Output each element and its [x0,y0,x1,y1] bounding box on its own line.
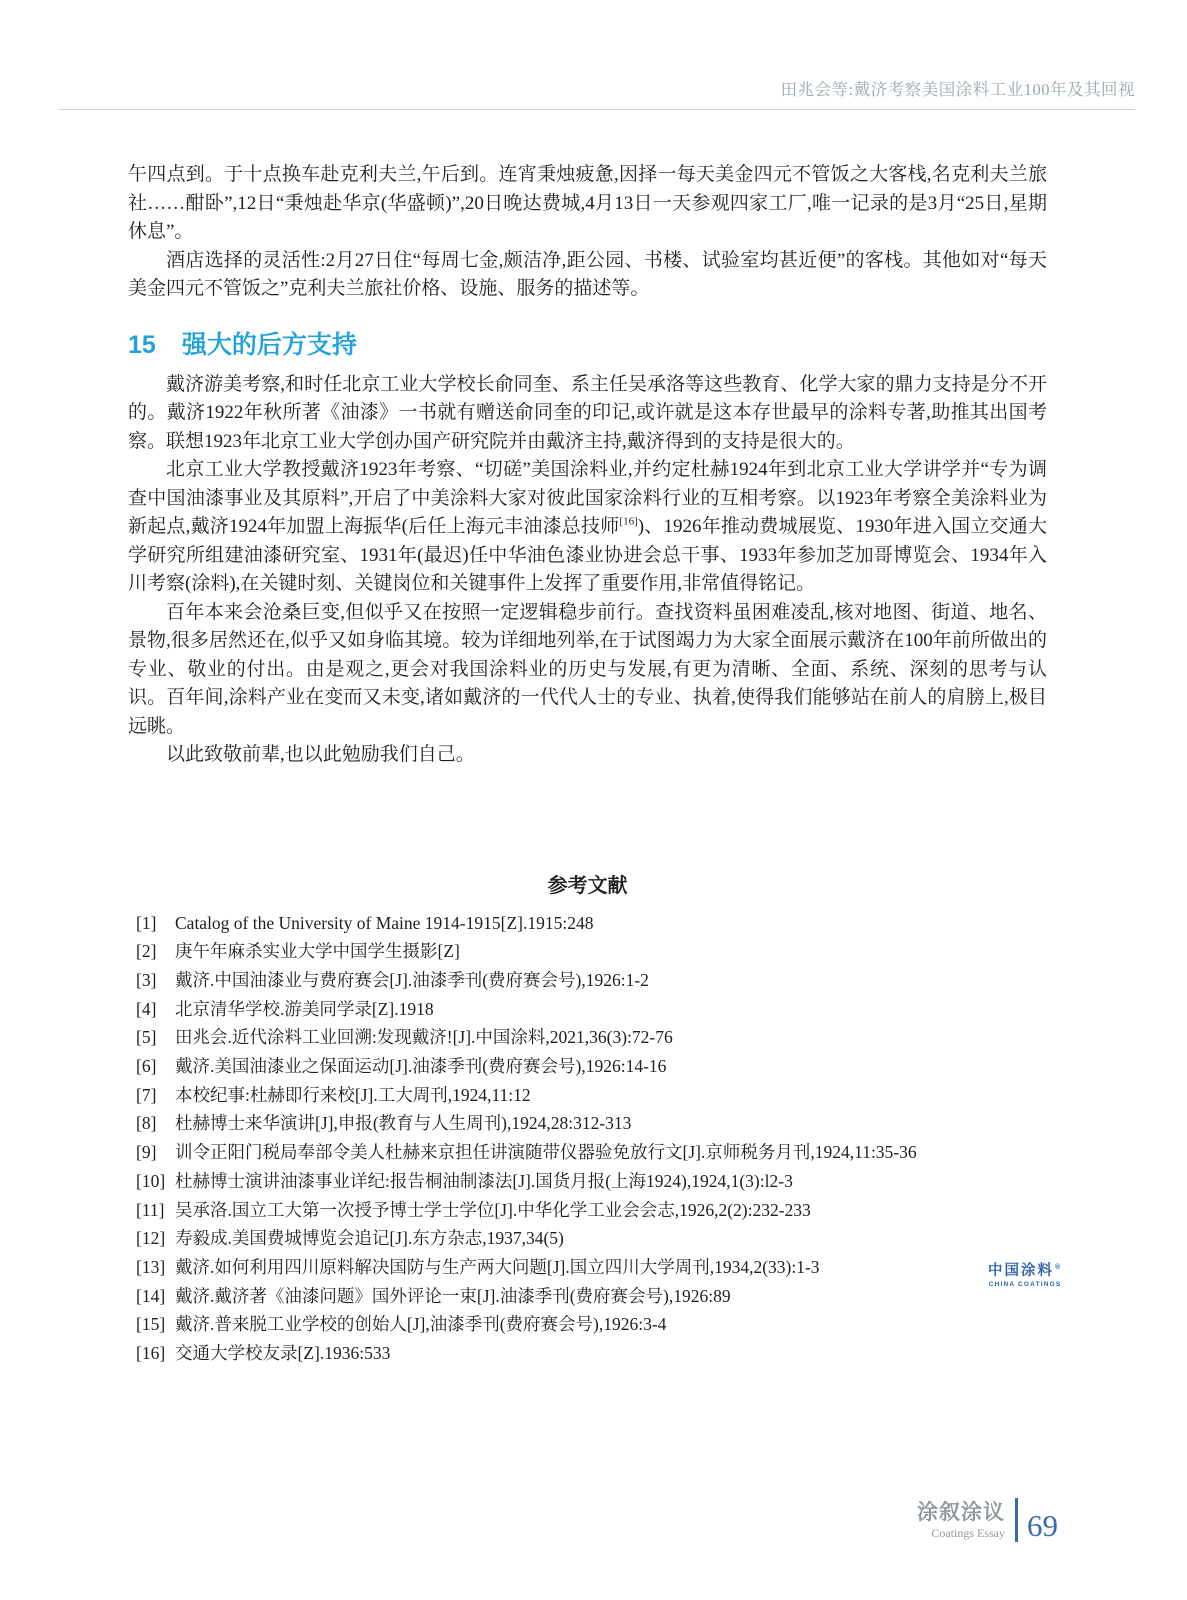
reference-item [128,1167,1047,1196]
reference-item [128,1310,1047,1339]
reference-text: 戴济.中国油漆业与费府赛会[J].油漆季刊(费府赛会号),1926:1-2 [175,969,649,990]
reference-label: [4] [136,998,157,1019]
logo-cn-label: 中国涂料 [988,1263,1054,1279]
reference-item [128,1282,1047,1311]
footer-divider [1015,1498,1018,1542]
paragraph-hotel-flexibility: 酒店选择的灵活性:2月27日住“每周七金,颇洁净,距公园、书楼、试验室均甚近便”的客栈。其他如对“每天美金四元不管饭之”克利夫兰旅社价格、设施、服务的描述等。 [128,249,1047,299]
reference-label: [16] [136,1343,166,1364]
reference-text: 本校纪事:杜赫即行来校[J].工大周刊,1924,11:12 [175,1084,531,1105]
reference-label: [9] [136,1142,157,1163]
reference-text: 训令正阳门税局奉部令美人杜赫来京担任讲演随带仪器验免放行文[J].京师税务月刊,1924,11:35-36 [175,1142,917,1163]
reference-label: [10] [136,1170,166,1191]
reference-label: [13] [136,1256,166,1277]
paragraph-exchange-part2: )、1926年推动费城展览、1930年进入国立交通大学研究所组建油漆研究室、1931年(最迟)任中华油色漆业协进会总干事、1933年参加芝加哥博览会、1934年入川考察(涂料),在关键时刻、关键岗位和关键事件上发挥了重要作用,非常值得铭记。 [128,516,1047,594]
reference-label: [1] [136,912,157,933]
references-list [128,909,1047,1368]
paragraph-exchange [128,456,1047,599]
reference-label: [6] [136,1056,157,1077]
reference-label: [7] [136,1084,157,1105]
reference-text: 北京清华学校.游美同学录[Z].1918 [175,998,434,1019]
china-coatings-logo [988,1264,1062,1288]
reference-item [128,1023,1047,1052]
section-number: 15 [128,330,156,359]
footer-brand-english: Coatings Essay [931,1526,1005,1540]
reference-text: 交通大学校友录[Z].1936:533 [175,1343,391,1364]
reference-label: [8] [136,1113,157,1134]
paragraph-tribute: 以此致敬前辈,也以此勉励我们自己。 [166,744,475,765]
registered-mark-icon: ® [1055,1264,1063,1271]
reference-label: [3] [136,969,157,990]
reference-item [128,1109,1047,1138]
reference-label: [12] [136,1228,166,1249]
article-body [128,161,1047,1368]
footer-brand [917,1502,1005,1540]
reference-text: 戴济.美国油漆业之保面运动[J].油漆季刊(费府赛会号),1926:14-16 [175,1056,667,1077]
reference-text: 杜赫博士来华演讲[J],申报(教育与人生周刊),1924,28:312-313 [175,1113,632,1134]
citation-superscript-16: [16] [619,515,638,528]
reference-item [128,1138,1047,1167]
reference-text: 庚午年麻杀实业大学中国学生摄影[Z] [175,941,460,962]
running-title: 田兆会等:戴济考察美国涂料工业100年及其回视 [780,80,1135,99]
reference-item [128,1253,1047,1282]
reference-text: 戴济.如何利用四川原料解决国防与生产两大问题[J].国立四川大学周刊,1934,2(33):1-3 [175,1256,820,1277]
paragraph-century: 百年本来会沧桑巨变,但似乎又在按照一定逻辑稳步前行。查找资料虽困难凌乱,核对地图、街道、地名、景物,很多居然还在,似乎又如身临其境。较为详细地列举,在于试图竭力为大家全面展示戴济在100年前所做出的专业、敬业的付出。由是观之,更会对我国涂料业的历史与发展,有更为清晰、全面、系统、深刻的思考与认识。百年间,涂料产业在变而又未变,诸如戴济的一代代人士的专业、执着,使得我们能够站在前人的肩膀上,极目远眺。 [128,601,1047,737]
reference-text: 田兆会.近代涂料工业回溯:发现戴济![J].中国涂料,2021,36(3):72-76 [175,1027,673,1048]
section-title: 强大的后方支持 [181,330,357,359]
reference-text: Catalog of the University of Maine 1914-1915[Z].1915:248 [175,912,594,933]
reference-label: [5] [136,1027,157,1048]
reference-item [128,1081,1047,1110]
reference-item [128,966,1047,995]
reference-text: 杜赫博士演讲油漆事业详纪:报告桐油制漆法[J].国货月报(上海1924),1924,1(3):l2-3 [175,1170,793,1191]
references-heading: 参考文献 [547,874,628,897]
reference-label: [14] [136,1285,166,1306]
reference-text: 戴济.普来脱工业学校的创始人[J],油漆季刊(费府赛会号),1926:3-4 [175,1314,667,1335]
reference-text: 戴济.戴济著《油漆问题》国外评论一束[J].油漆季刊(费府赛会号),1926:89 [175,1285,731,1306]
logo-chinese-text [988,1264,1062,1279]
reference-label: [11] [136,1199,165,1220]
reference-item [128,1196,1047,1225]
footer-brand-chinese: 涂叙涂议 [917,1501,1005,1524]
reference-text: 吴承洛.国立工大第一次授予博士学士学位[J].中华化学工业会会志,1926,2(2):232-233 [175,1199,811,1220]
running-header [59,76,1135,110]
reference-item [128,937,1047,966]
reference-label: [15] [136,1314,166,1335]
logo-english-text: CHINA COATINGS [988,1280,1062,1288]
reference-item [128,995,1047,1024]
reference-item [128,1224,1047,1253]
reference-item [128,1052,1047,1081]
paragraph-exchange-part1: 北京工业大学教授戴济1923年考察、“切磋”美国涂料业,并约定杜赫1924年到北京工业大学讲学并“专为调查中国油漆事业及其原料”,开启了中美涂料大家对彼此国家涂料行业的互相考察。以1923年考察全美涂料业为新起点,戴济1924年加盟上海振华(后任上海元丰油漆总技师 [128,459,1047,537]
section-heading [128,328,1047,362]
paragraph-continued: 午四点到。于十点换车赴克利夫兰,午后到。连宵秉烛疲惫,因择一每天美金四元不管饭之大客栈,名克利夫兰旅社……酣卧”,12日“秉烛赴华京(华盛顿)”,20日晚达费城,4月13日一天参观四家工厂,唯一记录的是3月“25日,星期休息”。 [128,164,1047,242]
reference-text: 寿毅成.美国费城博览会追记[J].东方杂志,1937,34(5) [175,1228,564,1249]
reference-label: [2] [136,941,157,962]
reference-item [128,1339,1047,1368]
reference-item [128,909,1047,938]
paragraph-support: 戴济游美考察,和时任北京工业大学校长俞同奎、系主任吴承洛等这些教育、化学大家的鼎力支持是分不开的。戴济1922年秋所著《油漆》一书就有赠送俞同奎的印记,或许就是这本存世最早的涂料专著,助推其出国考察。联想1923年北京工业大学创办国产研究院并由戴济主持,戴济得到的支持是很大的。 [128,373,1047,452]
page-number: 69 [1027,1508,1058,1543]
page-footer [917,1498,1058,1542]
